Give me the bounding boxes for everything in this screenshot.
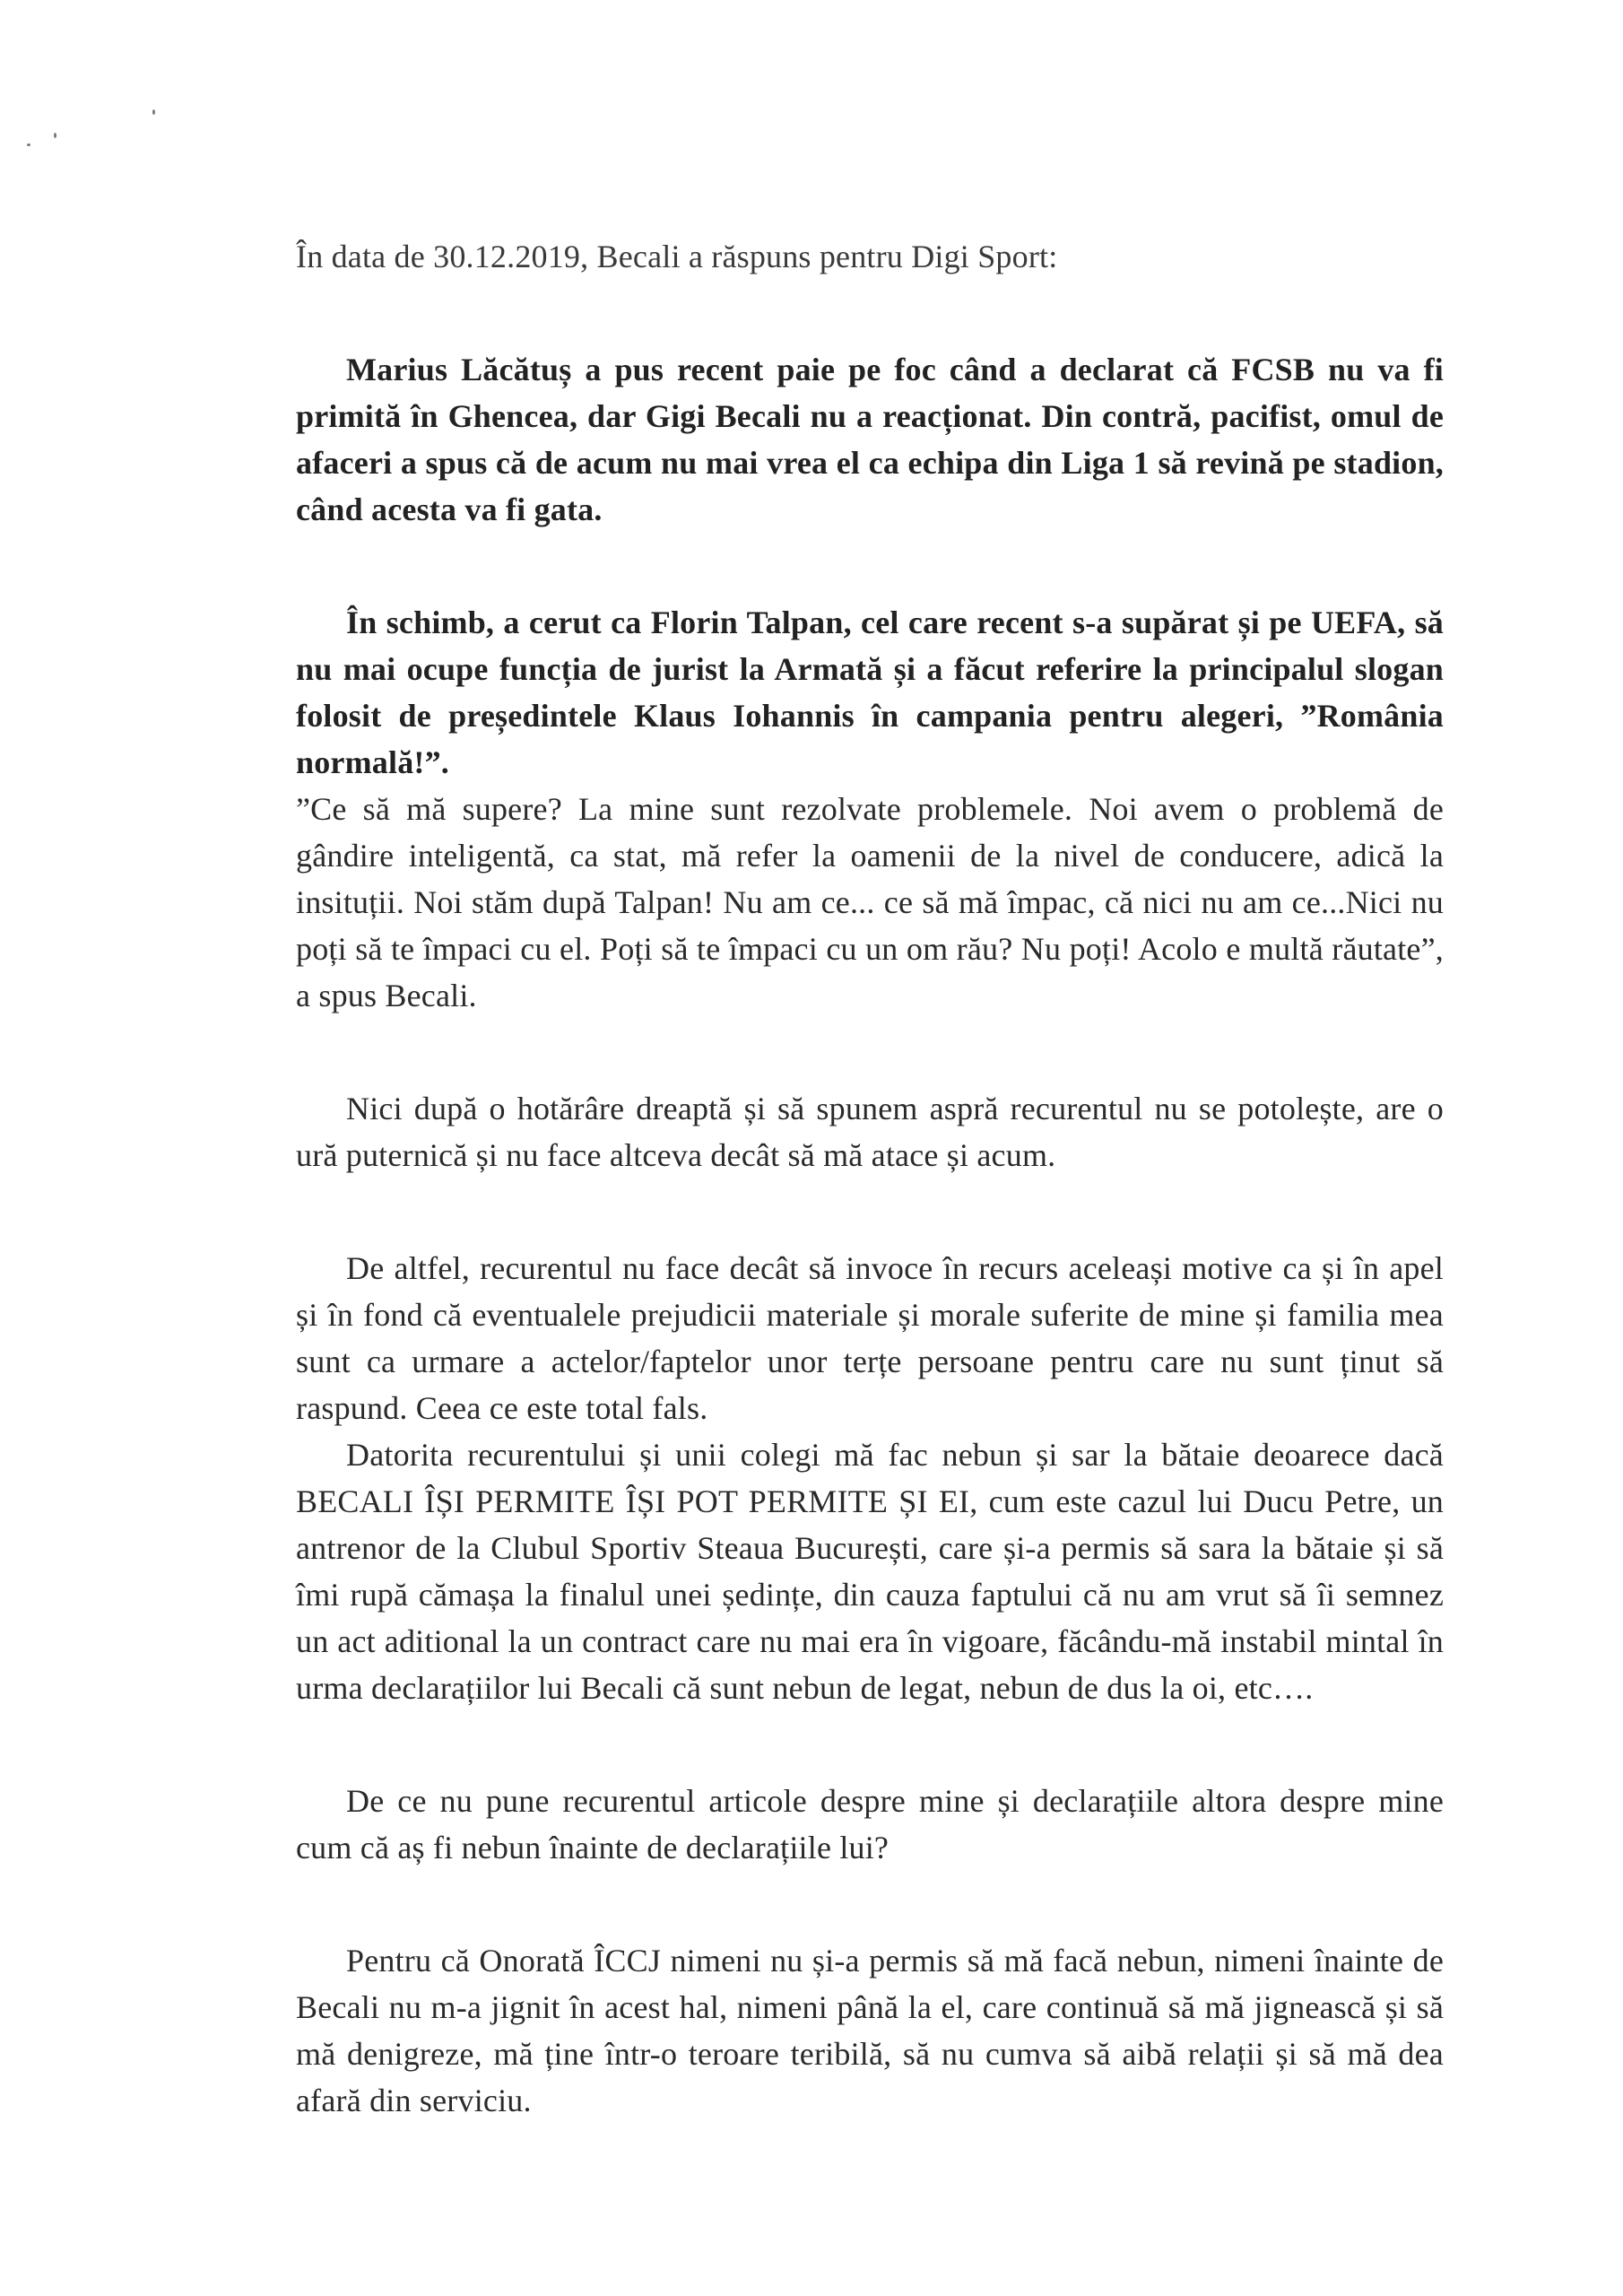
- paragraph-5: Pentru că Onorată ÎCCJ nimeni nu și-a permis să mă facă nebun, nimeni înainte de Becali nu m-a jignit în acest hal, nimeni până la el, care continuă să mă jignească și să mă denigreze, mă ține într-o teroare teribilă, să nu cumva să aibă relații și să mă dea afară din serviciu.: [296, 1943, 1444, 2118]
- speck: [54, 133, 56, 138]
- speck: [27, 144, 30, 146]
- becali-statement: ”Ce să mă supere? La mine sunt rezolvate problemele. Noi avem o problemă de gândire inteligentă, ca stat, mă refer la oamenii de la nivel de conducere, adică la insituții. Noi stăm după Talpan! Nu am ce... ce să mă împac, că nici nu am ce...Nici nu poți să te împaci cu el. Poți să te împaci cu un om rău? Nu poți! Acolo e multă răutate”, a spus Becali.: [296, 791, 1444, 1013]
- paragraph-2: De altfel, recurentul nu face decât să invoce în recurs aceleași motive ca și în apel și în fond că eventualele prejudicii materiale și morale suferite de mine și familia mea sunt ca urmare a actelor/faptelor unor terțe persoane pentru care nu sunt ținut să raspund. Ceea ce este total fals.: [296, 1250, 1444, 1426]
- document-body: [296, 233, 1444, 2124]
- intro-line: În data de 30.12.2019, Becali a răspuns pentru Digi Sport:: [296, 239, 1058, 274]
- paragraph-1: Nici după o hotărâre dreaptă și să spunem aspră recurentul nu se potolește, are o ură puternică și nu face altceva decât să mă atace și acum.: [296, 1091, 1444, 1173]
- paragraph-3: Datorita recurentului și unii colegi mă fac nebun și sar la bătaie deoarece dacă BECALI ÎȘI PERMITE ÎȘI POT PERMITE ȘI EI, cum este cazul lui Ducu Petre, un antrenor de la Clubul Sportiv Steaua București, care și-a permis să sara la bătaie și să îmi rupă cămașa la finalul unei ședințe, din cauza faptului că nu am vrut să îi semnez un act aditional la un contract care nu mai era în vigoare, făcându-mă instabil mintal în urma declarațiilor lui Becali că sunt nebun de legat, nebun de dus la oi, etc….: [296, 1437, 1444, 1706]
- quote-paragraph-1: Marius Lăcătuș a pus recent paie pe foc când a declarat că FCSB nu va fi primită în Ghencea, dar Gigi Becali nu a reacționat. Din contră, pacifist, omul de afaceri a spus că de acum nu mai vrea el ca echipa din Liga 1 să revină pe stadion, când acesta va fi gata.: [296, 352, 1444, 527]
- paragraph-4: De ce nu pune recurentul articole despre mine și declarațiile altora despre mine cum că aș fi nebun înainte de declarațiile lui?: [296, 1783, 1444, 1866]
- quote-paragraph-2: În schimb, a cerut ca Florin Talpan, cel care recent s-a supărat și pe UEFA, să nu mai ocupe funcția de jurist la Armată și a făcut referire la principalul slogan folosit de președintele Klaus Iohannis în campania pentru alegeri, ”România normală!”.: [296, 604, 1444, 780]
- speck: [152, 109, 155, 115]
